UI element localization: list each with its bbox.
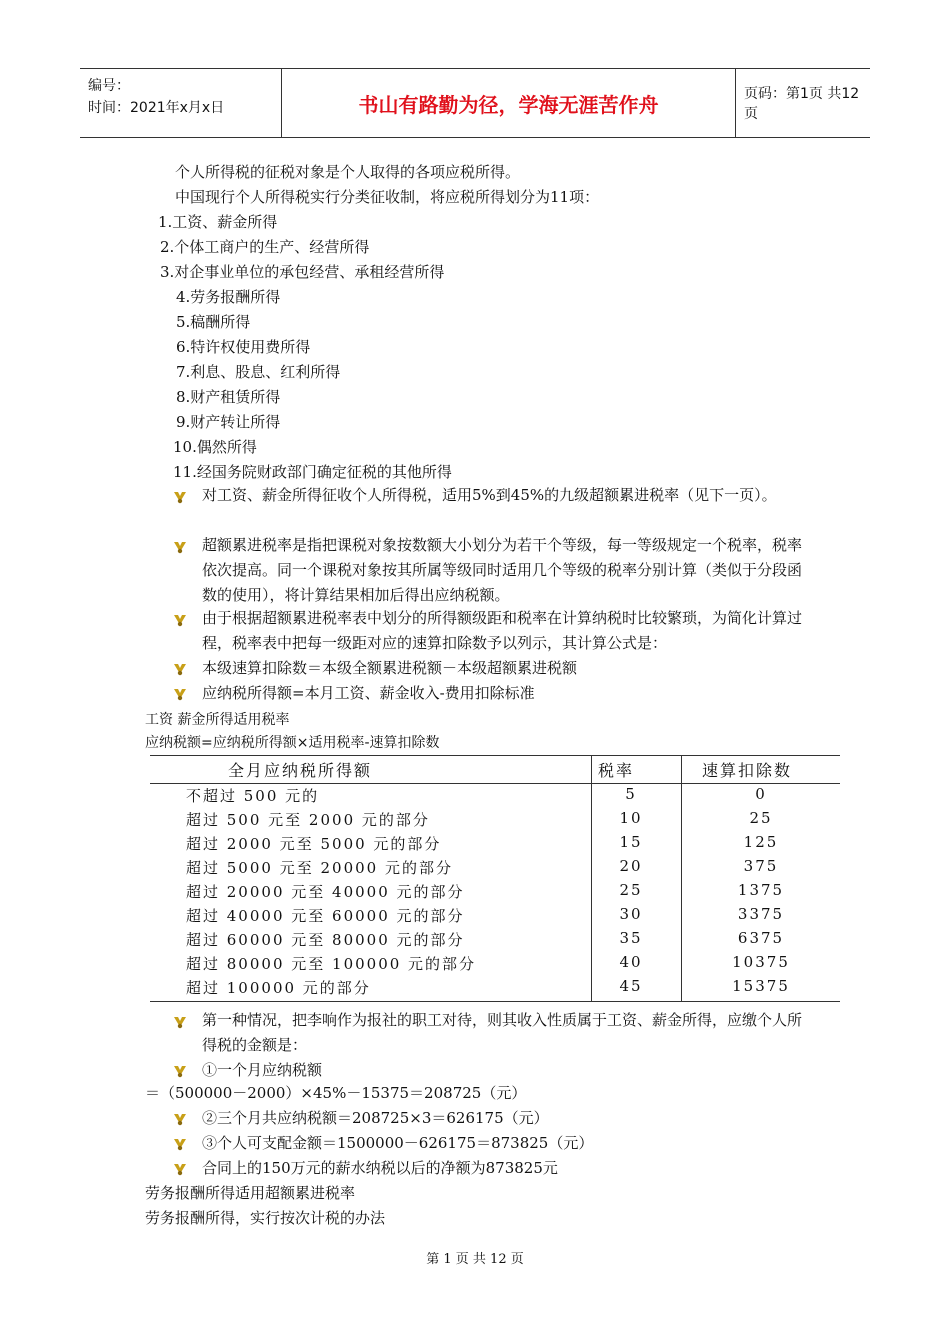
formula-line: ＝（500000－2000）×45%－15375＝208725（元） [145,1084,527,1102]
header-page-label: 页码：第1页 共12页 [744,86,860,122]
table-row [150,881,840,905]
income-bracket: 超过 40000 元至 60000 元的部分 [186,907,465,925]
income-bracket: 超过 500 元至 2000 元的部分 [186,811,430,829]
rate-cell: 25 [619,881,643,899]
bullet-icon [173,1015,187,1029]
list-item: 6.特许权使用费所得 [176,338,311,356]
bullet-icon [173,1137,187,1151]
header-meta [80,69,282,137]
list-item: 4.劳务报酬所得 [176,288,281,306]
intro-line-1: 个人所得税的征税对象是个人取得的各项应税所得。 [175,163,521,181]
table-row [150,785,840,809]
income-bracket: 超过 2000 元至 5000 元的部分 [186,835,442,853]
deduction-cell: 6375 [737,929,785,947]
deduction-cell: 10375 [732,953,790,971]
deduction-cell: 375 [743,857,779,875]
list-item: 7.利息、股息、红利所得 [176,363,341,381]
bullet-paragraph: 本级速算扣除数＝本级全额累进税额－本级超额累进税额 [202,659,578,677]
bullet-icon [173,687,187,701]
bullet-paragraph: 第一种情况，把李响作为报社的职工对待，则其收入性质属于工资、薪金所得，应缴个人所得税的金额是： [202,1011,803,1054]
list-item: 9.财产转让所得 [176,413,281,431]
table-row [150,977,840,1001]
rate-cell: 20 [619,857,643,875]
bullet-icon [173,1112,187,1126]
bullet-icon [173,662,187,676]
page-footer: 第 1 页 共 12 页 [426,1252,524,1267]
bullet-icon [173,613,187,627]
deduction-cell: 15375 [732,977,790,995]
deduction-cell: 1375 [737,881,785,899]
rate-cell: 40 [619,953,643,971]
list-item: 1.工资、薪金所得 [158,213,278,231]
table-formula: 应纳税额=应纳税所得额×适用税率-速算扣除数 [145,735,440,751]
list-item: 10.偶然所得 [173,438,257,456]
list-item: 2.个体工商户的生产、经营所得 [160,238,370,256]
list-item: 3.对企事业单位的承包经营、承租经营所得 [160,263,445,281]
bullet-icon [173,490,187,504]
bullet-icon [173,1162,187,1176]
document-header [80,68,870,138]
income-bracket: 超过 100000 元的部分 [186,979,371,997]
bullet-paragraph: 超额累进税率是指把课税对象按数额大小划分为若干个等级，每一等级规定一个税率，税率依次提高。同一个课税对象按其所属等级同时适用几个等级的税率分别计算（类似于分段函数的使用），将计算结果相加后得出应纳税额。 [202,536,803,604]
outro-line-1: 劳务报酬所得适用超额累进税率 [145,1184,356,1202]
tax-rate-table [150,755,840,1002]
deduction-cell: 125 [743,833,779,851]
deduction-cell: 25 [749,809,773,827]
table-title: 工资 薪金所得适用税率 [145,712,290,728]
header-rate: 税率 [598,761,635,780]
rate-cell: 30 [619,905,643,923]
rate-cell: 10 [619,809,643,827]
table-row [150,857,840,881]
rate-cell: 15 [619,833,643,851]
table-row [150,833,840,857]
income-bracket: 超过 60000 元至 80000 元的部分 [186,931,465,949]
income-bracket: 超过 20000 元至 40000 元的部分 [186,883,465,901]
header-deduction: 速算扣除数 [702,761,793,780]
bullet-icon [173,1064,187,1078]
bullet-paragraph: 合同上的150万元的薪水纳税以后的净额为873825元 [202,1159,558,1177]
bullet-icon [173,540,187,554]
rate-cell: 5 [625,785,637,803]
deduction-cell: 3375 [737,905,785,923]
rate-cell: 45 [619,977,643,995]
table-header-row [150,756,840,784]
list-item: 11.经国务院财政部门确定征税的其他所得 [173,463,452,481]
bullet-paragraph: 由于根据超额累进税率表中划分的所得额级距和税率在计算纳税时比较繁琐，为简化计算过程，税率表中把每一级距对应的速算扣除数予以列示，其计算公式是： [202,609,803,652]
bullet-paragraph: ③个人可支配金额＝1500000－626175＝873825（元） [202,1134,594,1152]
number-label: 编号： [88,78,130,94]
bullet-paragraph: 应纳税所得额=本月工资、薪金收入-费用扣除标准 [202,684,535,702]
intro-line-2: 中国现行个人所得税实行分类征收制，将应税所得划分为11项： [175,188,600,206]
deduction-cell: 0 [755,785,767,803]
income-bracket: 不超过 500 元的 [186,787,320,805]
bullet-paragraph: 对工资、薪金所得征收个人所得税，适用5%到45%的九级超额累进税率（见下一页）。 [202,486,777,504]
outro-line-2: 劳务报酬所得，实行按次计税的办法 [145,1209,386,1227]
header-income: 全月应纳税所得额 [228,761,373,780]
list-item: 5.稿酬所得 [176,313,251,331]
header-motto: 书山有路勤为径，学海无涯苦作舟 [282,69,736,137]
table-row [150,953,840,977]
table-row [150,929,840,953]
table-row [150,905,840,929]
income-bracket: 超过 80000 元至 100000 元的部分 [186,955,477,973]
table-row [150,809,840,833]
bullet-paragraph: ①一个月应纳税额 [202,1061,323,1079]
rate-cell: 35 [619,929,643,947]
list-item: 8.财产租赁所得 [176,388,281,406]
date-label: 时间：2021年x月x日 [88,100,225,116]
income-bracket: 超过 5000 元至 20000 元的部分 [186,859,453,877]
bullet-paragraph: ②三个月共应纳税额＝208725×3＝626175（元） [202,1109,549,1127]
